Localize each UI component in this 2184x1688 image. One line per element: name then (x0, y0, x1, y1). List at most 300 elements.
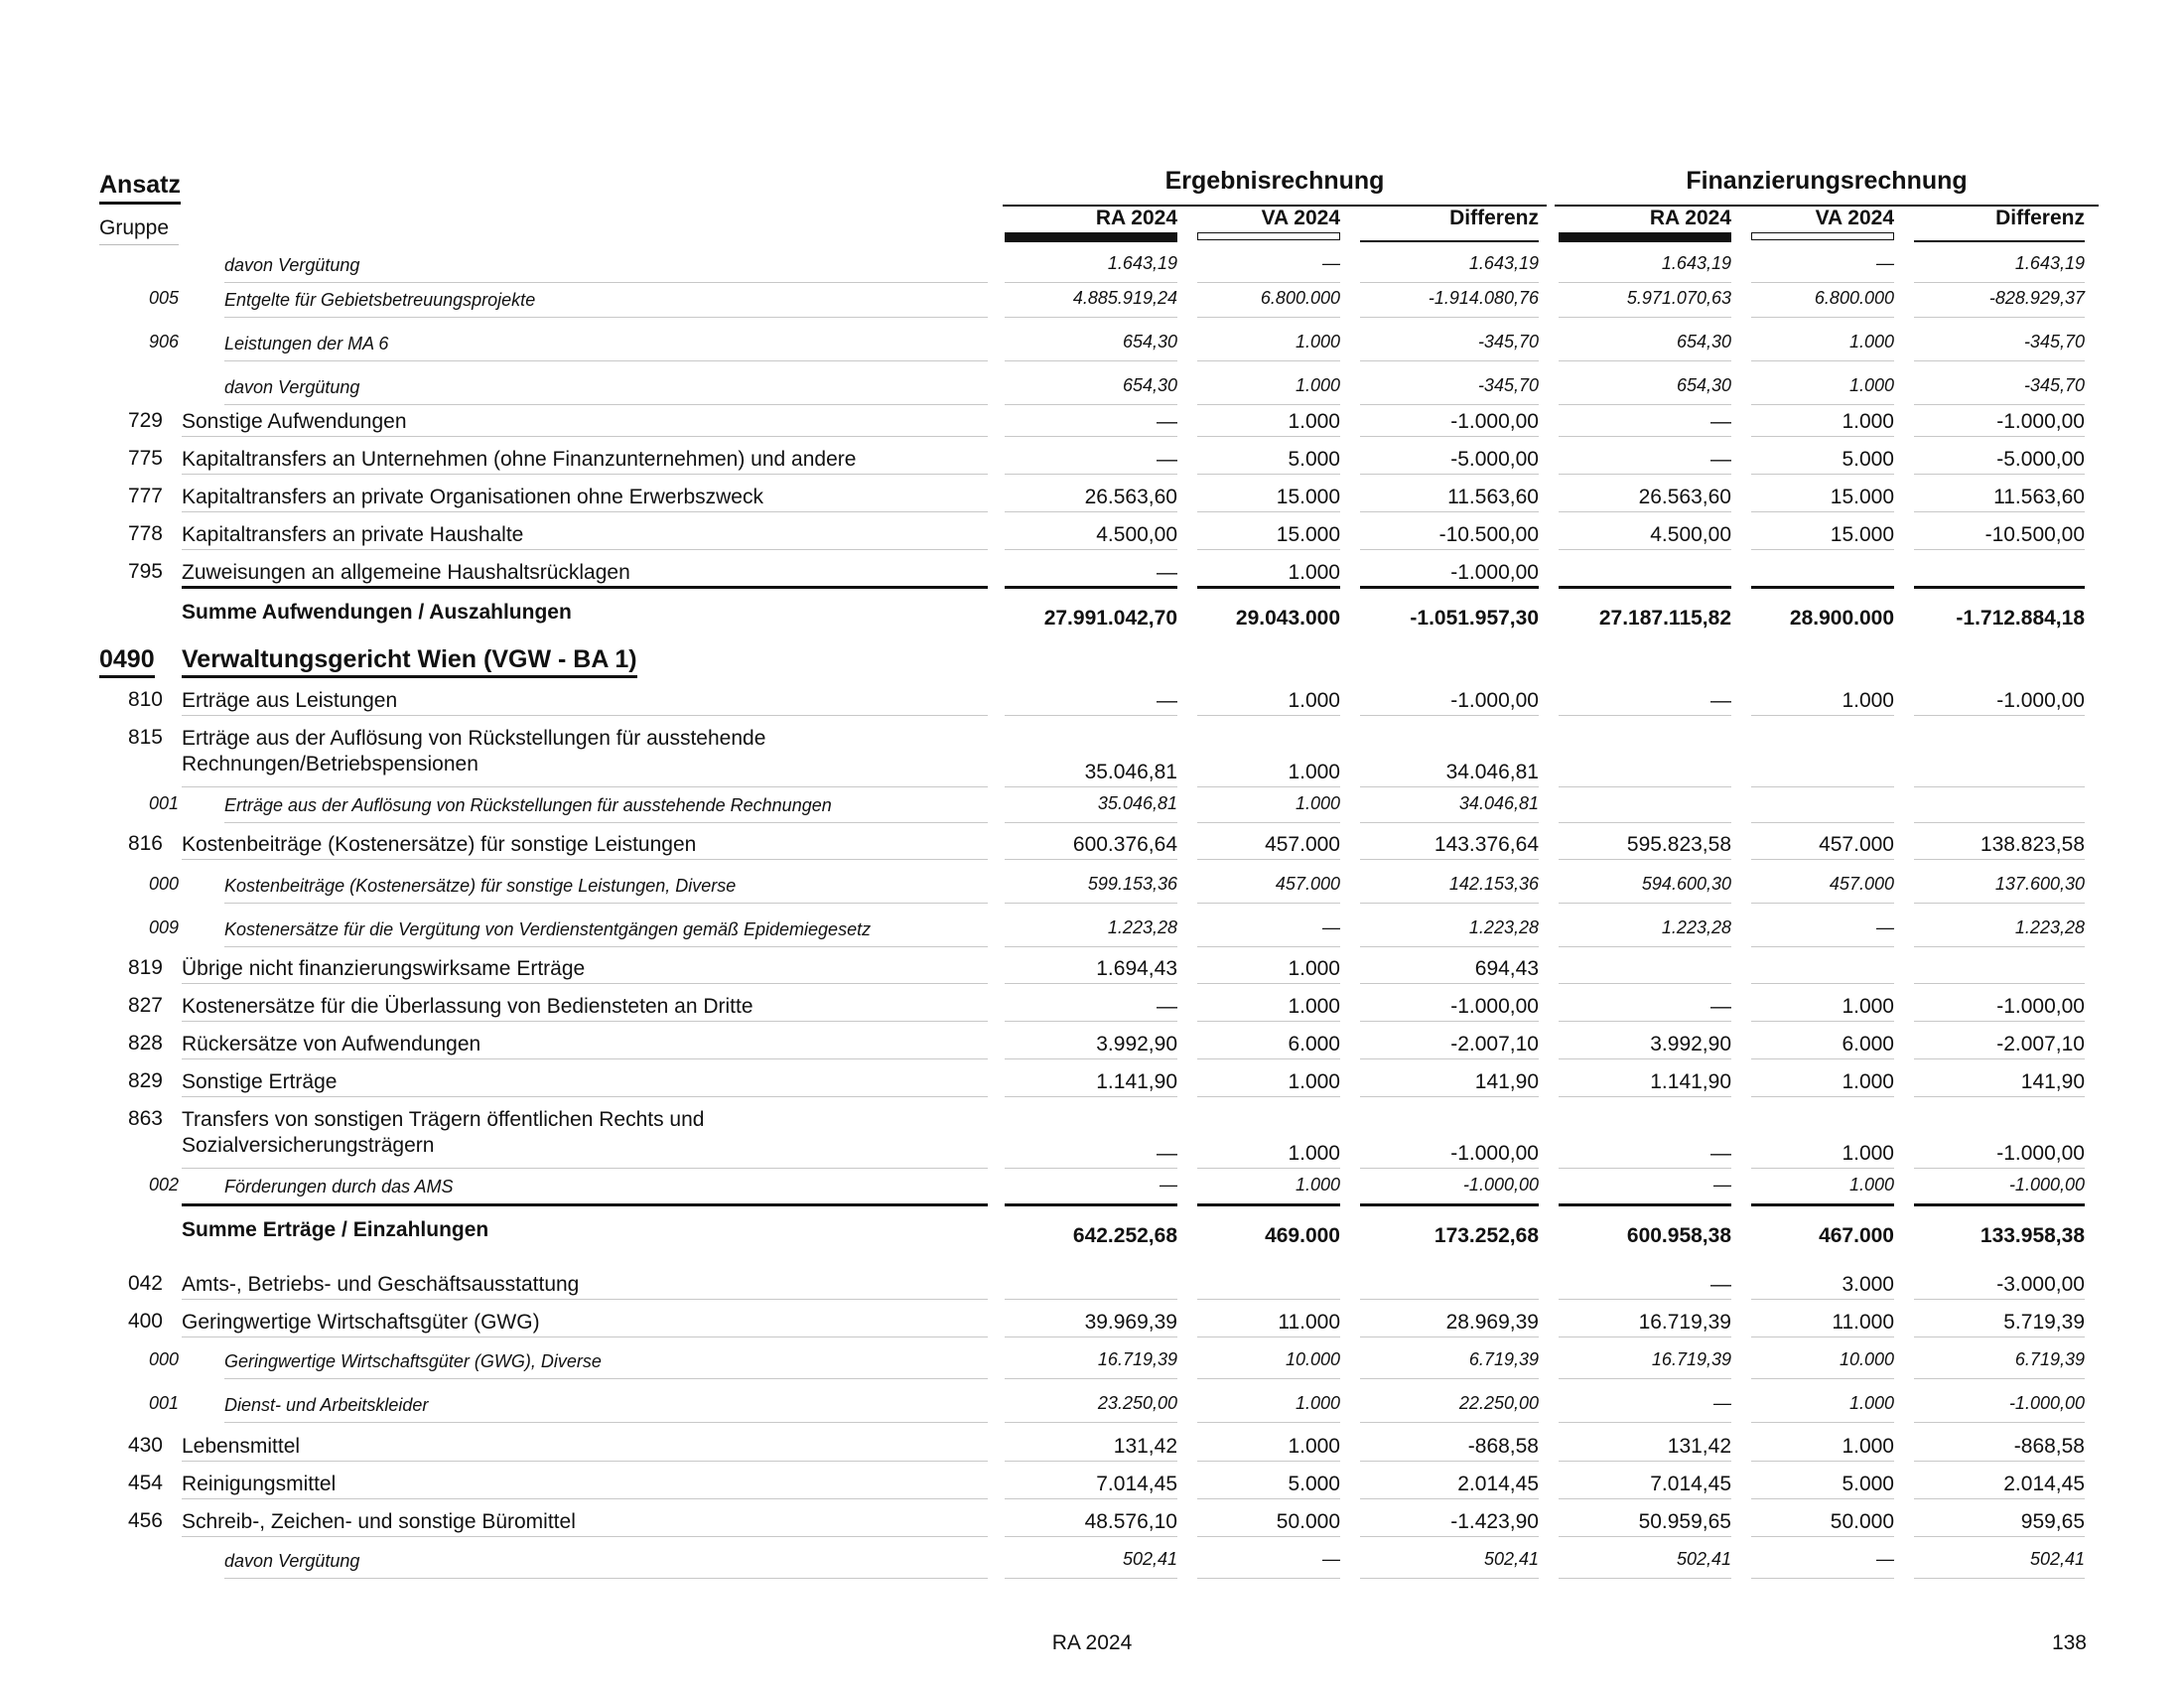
cell-rule (1559, 1422, 1731, 1423)
value-cell-1: 654,30 (1122, 332, 1177, 352)
row-label: Transfers von sonstigen Trägern öffentlichen Rechts und (182, 1108, 705, 1131)
cell-rule (1005, 1378, 1177, 1379)
cell-rule (1197, 404, 1340, 405)
row-label: Amts-, Betriebs- und Geschäftsausstattung (182, 1273, 580, 1296)
value-cell-2: 50.000 (1276, 1510, 1340, 1533)
cell-rule (1005, 1498, 1177, 1499)
value-cell-4: 654,30 (1676, 332, 1731, 352)
value-cell-1: 4.500,00 (1096, 523, 1177, 546)
cell-rule (1751, 946, 1894, 947)
value-cell-6: -828.929,37 (1988, 288, 2085, 308)
value-cell-2: 1.000 (1288, 689, 1340, 712)
row-rule (182, 715, 988, 716)
cell-rule (1559, 474, 1731, 475)
value-cell-6: -1.000,00 (1996, 410, 2085, 433)
row-rule (182, 436, 988, 437)
cell-rule (1751, 1422, 1894, 1423)
ansatz-code: 815 (127, 726, 163, 749)
cell-rule (1751, 903, 1894, 904)
cell-rule (1005, 946, 1177, 947)
value-cell-3: -10.500,00 (1438, 523, 1539, 546)
cell-rule (1005, 715, 1177, 716)
cell-rule (1751, 1336, 1894, 1337)
value-cell-2: 29.043.000 (1235, 607, 1340, 630)
cell-rule (1751, 1578, 1894, 1579)
sum-rule (1360, 586, 1539, 589)
row-label: Geringwertige Wirtschaftsgüter (GWG), Diverse (224, 1351, 602, 1371)
value-cell-4: — (1713, 1393, 1731, 1413)
row-rule (224, 903, 988, 904)
value-cell-3: 694,43 (1474, 957, 1539, 980)
cell-rule (1197, 549, 1340, 550)
value-cell-4: 26.563,60 (1638, 486, 1731, 508)
cell-rule (1914, 822, 2085, 823)
cell-rule (1751, 511, 1894, 512)
cell-rule (1005, 1299, 1177, 1300)
cell-rule (1197, 786, 1340, 787)
value-cell-4: 600.958,38 (1626, 1224, 1731, 1247)
row-rule (182, 983, 988, 984)
value-cell-6: 137.600,30 (1994, 874, 2085, 894)
value-cell-3: -2.007,10 (1450, 1033, 1539, 1055)
value-cell-1: 35.046,81 (1097, 793, 1177, 813)
value-cell-5: 5.000 (1842, 448, 1894, 471)
cell-rule (1005, 474, 1177, 475)
cell-rule (1559, 1168, 1731, 1169)
ansatz-code: 829 (127, 1069, 163, 1092)
cell-rule (1751, 474, 1894, 475)
value-cell-1: 48.576,10 (1084, 1510, 1177, 1533)
column-header-4: RA 2024 (1649, 207, 1731, 229)
column-header-bar (1360, 240, 1539, 242)
ansatz-code: 005 (149, 288, 180, 308)
cell-rule (1005, 1422, 1177, 1423)
value-cell-1: 131,42 (1113, 1435, 1177, 1458)
cell-rule (1914, 1461, 2085, 1462)
value-cell-2: 5.000 (1288, 448, 1340, 471)
value-cell-2: 1.000 (1288, 410, 1340, 433)
value-cell-4: 50.959,65 (1638, 1510, 1731, 1533)
column-header-1: RA 2024 (1095, 207, 1177, 229)
cell-rule (1197, 903, 1340, 904)
value-cell-6: 6.719,39 (2014, 1349, 2085, 1369)
value-cell-3: 2.014,45 (1457, 1473, 1539, 1495)
sum-rule (1914, 1203, 2085, 1206)
value-cell-3: 22.250,00 (1458, 1393, 1539, 1413)
row-rule (182, 1299, 988, 1300)
cell-rule (1005, 282, 1177, 283)
cell-rule (1197, 822, 1340, 823)
value-cell-6: -10.500,00 (1984, 523, 2085, 546)
row-rule (224, 282, 988, 283)
row-label: Rückersätze von Aufwendungen (182, 1033, 481, 1055)
ansatz-code: 906 (149, 332, 180, 352)
header-gruppe: Gruppe (99, 216, 179, 245)
cell-rule (1914, 1168, 2085, 1169)
value-cell-5: 6.000 (1842, 1033, 1894, 1055)
cell-rule (1914, 549, 2085, 550)
cell-rule (1197, 317, 1340, 318)
cell-rule (1559, 1336, 1731, 1337)
ansatz-code: 819 (127, 956, 163, 979)
cell-rule (1751, 1021, 1894, 1022)
cell-rule (1751, 1536, 1894, 1537)
cell-rule (1914, 360, 2085, 361)
value-cell-4: 654,30 (1676, 375, 1731, 395)
value-cell-6: 138.823,58 (1979, 833, 2085, 856)
value-cell-6: -1.000,00 (1996, 995, 2085, 1018)
row-label: Erträge aus Leistungen (182, 689, 398, 712)
cell-rule (1914, 1336, 2085, 1337)
ansatz-code: 456 (127, 1509, 163, 1532)
cell-rule (1360, 317, 1539, 318)
value-cell-3: -1.000,00 (1450, 689, 1539, 712)
row-label: Reinigungsmittel (182, 1473, 337, 1495)
cell-rule (1360, 1168, 1539, 1169)
ansatz-code: 400 (127, 1310, 163, 1333)
cell-rule (1751, 822, 1894, 823)
cell-rule (1360, 1422, 1539, 1423)
value-cell-4: — (1710, 448, 1731, 471)
value-cell-6: 5.719,39 (2003, 1311, 2085, 1334)
cell-rule (1559, 317, 1731, 318)
cell-rule (1197, 1378, 1340, 1379)
sum-rule (1360, 1203, 1539, 1206)
value-cell-6: -345,70 (2023, 375, 2085, 395)
cell-rule (1360, 786, 1539, 787)
row-rule (182, 1058, 988, 1059)
row-rule (182, 511, 988, 512)
value-cell-4: — (1710, 995, 1731, 1018)
sum-rule (182, 586, 988, 589)
cell-rule (1559, 903, 1731, 904)
cell-rule (1005, 549, 1177, 550)
cell-rule (1005, 1536, 1177, 1537)
cell-rule (1197, 1498, 1340, 1499)
ansatz-code: 454 (127, 1472, 163, 1494)
value-cell-2: 15.000 (1276, 523, 1340, 546)
cell-rule (1360, 946, 1539, 947)
cell-rule (1005, 436, 1177, 437)
cell-rule (1559, 360, 1731, 361)
cell-rule (1914, 983, 2085, 984)
value-cell-5: 10.000 (1839, 1349, 1894, 1369)
header-ansatz: Ansatz (99, 171, 181, 205)
cell-rule (1559, 1498, 1731, 1499)
row-label: Förderungen durch das AMS (224, 1177, 454, 1196)
cell-rule (1559, 549, 1731, 550)
value-cell-3: -5.000,00 (1450, 448, 1539, 471)
value-cell-3: -1.000,00 (1450, 561, 1539, 584)
row-label: Schreib-, Zeichen- und sonstige Büromittel (182, 1510, 576, 1533)
row-label: davon Vergütung (224, 1551, 360, 1571)
row-label: Kostenbeiträge (Kostenersätze) für sonstige Leistungen (182, 833, 697, 856)
value-cell-2: 5.000 (1288, 1473, 1340, 1495)
cell-rule (1914, 903, 2085, 904)
row-rule (224, 946, 988, 947)
cell-rule (1559, 1378, 1731, 1379)
cell-rule (1559, 404, 1731, 405)
cell-rule (1559, 436, 1731, 437)
cell-rule (1360, 511, 1539, 512)
row-rule (182, 1536, 988, 1537)
ansatz-code: 828 (127, 1032, 163, 1055)
cell-rule (1005, 1021, 1177, 1022)
value-cell-1: 502,41 (1122, 1549, 1177, 1569)
value-cell-1: 27.991.042,70 (1043, 607, 1177, 630)
value-cell-1: — (1157, 689, 1177, 712)
value-cell-6: 11.563,60 (1993, 486, 2085, 508)
value-cell-1: 35.046,81 (1084, 761, 1177, 783)
cell-rule (1005, 360, 1177, 361)
cell-rule (1005, 1168, 1177, 1169)
cell-rule (1360, 822, 1539, 823)
value-cell-2: 1.000 (1295, 793, 1340, 813)
row-rule (224, 317, 988, 318)
value-cell-2: 1.000 (1295, 375, 1340, 395)
cell-rule (1005, 1096, 1177, 1097)
cell-rule (1751, 859, 1894, 860)
value-cell-6: -345,70 (2023, 332, 2085, 352)
cell-rule (1751, 549, 1894, 550)
value-cell-2: 15.000 (1276, 486, 1340, 508)
row-label: Erträge aus der Auflösung von Rückstellungen für ausstehende (182, 727, 766, 750)
value-cell-6: -1.000,00 (2008, 1393, 2085, 1413)
cell-rule (1360, 859, 1539, 860)
cell-rule (1914, 1021, 2085, 1022)
cell-rule (1197, 1578, 1340, 1579)
value-cell-1: 599.153,36 (1087, 874, 1177, 894)
cell-rule (1751, 360, 1894, 361)
value-cell-4: 16.719,39 (1651, 1349, 1731, 1369)
value-cell-5: 6.800.000 (1814, 288, 1894, 308)
cell-rule (1751, 404, 1894, 405)
cell-rule (1559, 786, 1731, 787)
value-cell-2: 1.000 (1288, 995, 1340, 1018)
value-cell-6: -1.000,00 (1996, 1142, 2085, 1165)
value-cell-5: 467.000 (1819, 1224, 1894, 1247)
value-cell-3: -1.000,00 (1462, 1175, 1539, 1195)
cell-rule (1914, 404, 2085, 405)
value-cell-3: -868,58 (1467, 1435, 1539, 1458)
value-cell-5: 5.000 (1842, 1473, 1894, 1495)
value-cell-4: 594.600,30 (1641, 874, 1731, 894)
value-cell-4: — (1713, 1175, 1731, 1195)
row-label: Kapitaltransfers an private Haushalte (182, 523, 524, 546)
value-cell-1: — (1157, 561, 1177, 584)
cell-rule (1197, 983, 1340, 984)
cell-rule (1914, 511, 2085, 512)
value-cell-4: 16.719,39 (1638, 1311, 1731, 1334)
value-cell-4: 5.971.070,63 (1626, 288, 1731, 308)
cell-rule (1005, 859, 1177, 860)
cell-rule (1559, 983, 1731, 984)
ansatz-code: 729 (127, 409, 163, 432)
sum-rule (1197, 1203, 1340, 1206)
cell-rule (1751, 282, 1894, 283)
row-label: Übrige nicht finanzierungswirksame Erträge (182, 957, 586, 980)
value-cell-6: -1.000,00 (1996, 689, 2085, 712)
column-header-5: VA 2024 (1815, 207, 1894, 229)
cell-rule (1914, 1578, 2085, 1579)
value-cell-4: 27.187.115,82 (1598, 607, 1731, 630)
cell-rule (1360, 360, 1539, 361)
value-cell-5: 11.000 (1832, 1311, 1894, 1334)
cell-rule (1559, 1461, 1731, 1462)
cell-rule (1914, 317, 2085, 318)
cell-rule (1005, 1058, 1177, 1059)
value-cell-2: 457.000 (1275, 874, 1340, 894)
value-cell-3: -345,70 (1477, 375, 1539, 395)
cell-rule (1360, 1536, 1539, 1537)
value-cell-1: 642.252,68 (1072, 1224, 1177, 1247)
value-cell-4: 7.014,45 (1650, 1473, 1731, 1495)
value-cell-1: 600.376,64 (1072, 833, 1177, 856)
column-header-6: Differenz (1995, 207, 2085, 229)
row-label: Kostenersätze für die Vergütung von Verdienstentgängen gemäß Epidemiegesetz (224, 919, 872, 939)
value-cell-3: 502,41 (1483, 1549, 1539, 1569)
cell-rule (1559, 511, 1731, 512)
section-title: Verwaltungsgericht Wien (VGW - BA 1) (182, 645, 637, 678)
cell-rule (1197, 436, 1340, 437)
value-cell-6: 1.643,19 (2014, 253, 2085, 273)
value-cell-2: 1.000 (1288, 957, 1340, 980)
value-cell-5: — (1876, 917, 1894, 937)
cell-rule (1559, 1578, 1731, 1579)
value-cell-2: 11.000 (1278, 1311, 1340, 1334)
cell-rule (1751, 1168, 1894, 1169)
value-cell-1: 26.563,60 (1084, 486, 1177, 508)
row-label: Leistungen der MA 6 (224, 334, 389, 353)
row-rule (182, 549, 988, 550)
cell-rule (1559, 859, 1731, 860)
row-rule (182, 1498, 988, 1499)
cell-rule (1914, 436, 2085, 437)
cell-rule (1360, 474, 1539, 475)
ansatz-code: 778 (127, 522, 163, 545)
cell-rule (1914, 1299, 2085, 1300)
cell-rule (1751, 1378, 1894, 1379)
cell-rule (1914, 715, 2085, 716)
cell-rule (1005, 404, 1177, 405)
value-cell-3: 6.719,39 (1468, 1349, 1539, 1369)
value-cell-5: 1.000 (1842, 995, 1894, 1018)
value-cell-5: 15.000 (1830, 523, 1894, 546)
row-rule (224, 404, 988, 405)
value-cell-2: 457.000 (1265, 833, 1340, 856)
column-header-bar (1197, 232, 1340, 240)
value-cell-1: — (1160, 1175, 1177, 1195)
value-cell-3: 143.376,64 (1433, 833, 1539, 856)
cell-rule (1360, 983, 1539, 984)
value-cell-1: — (1157, 1142, 1177, 1165)
ansatz-code: 002 (149, 1175, 180, 1195)
cell-rule (1559, 1021, 1731, 1022)
row-label: Sonstige Aufwendungen (182, 410, 407, 433)
value-cell-5: — (1876, 253, 1894, 273)
cell-rule (1559, 946, 1731, 947)
cell-rule (1751, 1096, 1894, 1097)
value-cell-6: -3.000,00 (1996, 1273, 2085, 1296)
value-cell-6: 959,65 (2020, 1510, 2085, 1533)
value-cell-5: 1.000 (1848, 1393, 1894, 1413)
value-cell-1: 1.223,28 (1107, 917, 1177, 937)
column-header-2: VA 2024 (1261, 207, 1340, 229)
value-cell-4: 1.643,19 (1661, 253, 1731, 273)
cell-rule (1360, 1461, 1539, 1462)
value-cell-3: 173.252,68 (1433, 1224, 1539, 1247)
row-label: Kostenbeiträge (Kostenersätze) für sonstige Leistungen, Diverse (224, 876, 737, 896)
row-label: Sonstige Erträge (182, 1070, 338, 1093)
sum-rule (1559, 586, 1731, 589)
value-cell-4: — (1710, 410, 1731, 433)
value-cell-5: 15.000 (1830, 486, 1894, 508)
cell-rule (1559, 1536, 1731, 1537)
value-cell-1: — (1157, 995, 1177, 1018)
value-cell-3: 11.563,60 (1447, 486, 1539, 508)
cell-rule (1360, 282, 1539, 283)
value-cell-2: 1.000 (1288, 1070, 1340, 1093)
value-cell-3: -1.423,90 (1450, 1510, 1539, 1533)
cell-rule (1197, 1336, 1340, 1337)
group-title-ergebnisrechnung: Ergebnisrechnung (1164, 167, 1385, 195)
value-cell-5: 1.000 (1842, 1435, 1894, 1458)
cell-rule (1005, 1461, 1177, 1462)
row-label: Kapitaltransfers an Unternehmen (ohne Finanzunternehmen) und andere (182, 448, 857, 471)
row-rule (182, 859, 988, 860)
value-cell-5: 457.000 (1829, 874, 1894, 894)
cell-rule (1197, 1168, 1340, 1169)
cell-rule (1005, 317, 1177, 318)
value-cell-4: 4.500,00 (1650, 523, 1731, 546)
row-label: Summe Aufwendungen / Auszahlungen (182, 601, 572, 624)
cell-rule (1197, 715, 1340, 716)
footer-report-label: RA 2024 (1051, 1631, 1133, 1654)
row-rule (224, 1422, 988, 1423)
cell-rule (1751, 715, 1894, 716)
value-cell-3: 1.643,19 (1468, 253, 1539, 273)
cell-rule (1360, 1498, 1539, 1499)
ansatz-code: 827 (127, 994, 163, 1017)
ansatz-code: 001 (149, 1393, 180, 1413)
value-cell-4: 3.992,90 (1650, 1033, 1731, 1055)
value-cell-5: 1.000 (1848, 1175, 1894, 1195)
cell-rule (1360, 549, 1539, 550)
value-cell-1: 39.969,39 (1084, 1311, 1177, 1334)
value-cell-2: 6.800.000 (1260, 288, 1340, 308)
cell-rule (1197, 1299, 1340, 1300)
cell-rule (1005, 786, 1177, 787)
cell-rule (1360, 715, 1539, 716)
value-cell-6: 141,90 (2020, 1070, 2085, 1093)
value-cell-5: 457.000 (1819, 833, 1894, 856)
cell-rule (1559, 715, 1731, 716)
value-cell-6: 133.958,38 (1979, 1224, 2085, 1247)
sum-rule (1197, 586, 1340, 589)
row-label: Erträge aus der Auflösung von Rückstellungen für ausstehende Rechnungen (224, 795, 832, 815)
cell-rule (1360, 903, 1539, 904)
value-cell-2: 1.000 (1295, 1393, 1340, 1413)
value-cell-3: -1.051.957,30 (1410, 607, 1539, 630)
cell-rule (1197, 1021, 1340, 1022)
cell-rule (1360, 404, 1539, 405)
value-cell-5: 3.000 (1842, 1273, 1894, 1296)
value-cell-1: — (1157, 448, 1177, 471)
cell-rule (1197, 1096, 1340, 1097)
cell-rule (1197, 1461, 1340, 1462)
cell-rule (1197, 859, 1340, 860)
row-rule (182, 1336, 988, 1337)
